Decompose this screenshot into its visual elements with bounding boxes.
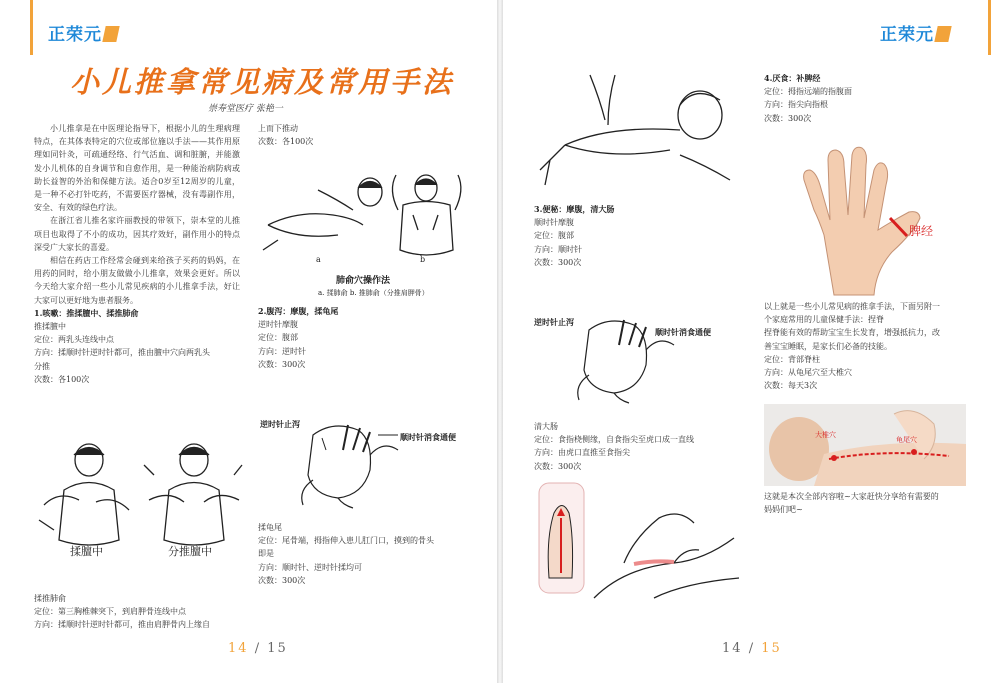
section-text-dachang: [534, 420, 749, 473]
figure-label: 逆时针止泻: [260, 419, 300, 429]
section-text-anorexia: [764, 72, 974, 125]
figure-caption: 揉膻中: [70, 545, 103, 558]
text-line: 次数：各100次: [34, 374, 90, 384]
text-line: 妈妈们吧~: [764, 505, 803, 515]
brand-logo-right: [880, 20, 950, 45]
text-line: 上而下推动: [258, 124, 298, 133]
figure-label: 逆时针止泻: [534, 317, 574, 327]
text-line: 揉龟尾: [258, 523, 282, 532]
figure-label: 顺时针消食通便: [400, 432, 456, 442]
text-line: 逆时针摩腹: [258, 320, 298, 330]
text-line: 次数：300次: [534, 257, 582, 267]
text-line: 方向：顺时针、逆时针揉均可: [258, 562, 362, 572]
text-line: 定位：食指桡侧缘，自食指尖至虎口成一直线: [534, 435, 694, 445]
text-line: 方向：揉顺时针逆时针都可，推由肩胛骨内上缘自: [34, 620, 210, 630]
section-heading-cough: 1.咳嗽：推揉膻中、揉推肺俞: [34, 307, 139, 318]
text-line: 分推: [34, 361, 50, 371]
section-text-feishu: [34, 592, 254, 632]
corner-bracket-left: [30, 0, 41, 55]
text-line: 定位：第三胸椎棘突下，到肩胛骨连线中点: [34, 607, 186, 617]
section-heading-anorexia: 4.厌食：补脾经: [764, 73, 821, 83]
article-byline: 崇寿堂医疗 张艳一: [208, 104, 283, 114]
intro-text: [34, 122, 240, 386]
figure-chest-massage: [34, 430, 244, 580]
page-current: 14: [228, 641, 249, 656]
text-line: 清大肠: [534, 422, 558, 431]
meridian-label: 脾经: [909, 224, 934, 238]
text-line: 定位：腹部: [258, 333, 298, 343]
intro-paragraph-3: 相信在药店工作经常会碰到来给孩子买药的妈妈，在用药的同时，给小朋友做做小儿推拿，效果会更好。所以今天给大家介绍一些小儿常见疾病的小儿推拿手法，好让大家可以更好地为患者服务。: [34, 256, 240, 305]
text-line: 定位：背部脊柱: [764, 354, 820, 364]
text-line: 方向：指尖向指根: [764, 100, 828, 110]
text-line: 次数：每天3次: [764, 381, 818, 391]
figure-caption: 分推膻中: [168, 545, 212, 558]
section-text-guiwei: [258, 521, 473, 587]
text-line: 即是: [258, 549, 274, 559]
text-line: 捏脊能有效的帮助宝宝生长发育，增强抵抗力，改: [764, 328, 940, 338]
section-text-continued: [258, 122, 468, 148]
text-line: 定位：两乳头连线中点: [34, 335, 114, 345]
page-separator: /: [748, 641, 756, 656]
text-line: 善宝宝睡眠，是家长们必备的技能。: [764, 341, 892, 351]
figure-subcaption: a. 揉肺俞 b. 推肺俞（分推肩胛骨）: [318, 289, 429, 297]
figure-finger-push: [534, 478, 744, 608]
page-number-right: [722, 641, 782, 656]
text-line: 次数：各100次: [258, 137, 314, 147]
text-line: 定位：腹部: [534, 231, 574, 241]
page-separator: /: [254, 641, 262, 656]
text-line: 顺时针摩腹: [534, 218, 574, 228]
page-total: 15: [267, 641, 288, 656]
article-title: 小儿推拿常见病及常用手法: [70, 65, 455, 99]
figure-caption: 肺俞穴操作法: [336, 276, 391, 286]
text-line: 以上就是一些小儿常见病的推拿手法，下面另附一: [764, 302, 940, 311]
logo-mark-icon: [102, 26, 119, 42]
intro-paragraph-2: 在浙江省儿推名家许丽教授的带领下，崇本堂的儿推项目也取得了不小的成功，因其疗效好，副作用小的特点深受广大家长的喜爱。: [34, 216, 240, 252]
text-line: 方向：由虎口直推至食指尖: [534, 448, 630, 458]
figure-baby-back: [530, 70, 740, 195]
text-line: 个家庭常用的儿童保健手法：捏脊: [764, 315, 884, 325]
page-total: 15: [761, 641, 782, 656]
text-line: 这就是本次全部内容啦~大家赶快分享给有需要的: [764, 492, 939, 501]
page-gutter: [497, 0, 503, 683]
brand-logo-left: [48, 20, 118, 45]
text-line: 方向：逆时针: [258, 346, 306, 356]
corner-bracket-right: [980, 0, 991, 55]
acupoint-label: 龟尾穴: [896, 436, 917, 444]
logo-mark-icon: [934, 26, 951, 42]
section-text-diarrhea: [258, 305, 468, 371]
section-text-constipation: [534, 203, 744, 269]
text-line: 方向：从龟尾穴至大椎穴: [764, 368, 852, 378]
section-heading-diarrhea: 2.腹泻：摩腹，揉龟尾: [258, 306, 339, 316]
figure-pinch-spine-photo: [764, 404, 966, 486]
text-line: 定位：尾骨端，拇指伸入患儿肛门口，摸到的骨头: [258, 536, 434, 546]
figure-label-a: a: [316, 255, 321, 264]
page-number-left: [228, 641, 288, 656]
text-line: 方向：揉顺时针逆时针都可，推由膻中穴向两乳头: [34, 348, 210, 358]
summary-text: [764, 300, 979, 392]
figure-label-b: b: [420, 255, 426, 264]
text-line: 定位：拇指远端的指腹面: [764, 87, 852, 97]
intro-paragraph-1: 小儿推拿是在中医理论指导下，根据小儿的生理病理特点，在其体表特定的穴位或部位施以手法——其作用原理如同针灸，可疏通经络、行气活血、调和脏腑，并能激发小儿机体的自身调节和自愈作用，是一种能治病防病或助长益智的外治和保健方法。适合0岁至12周岁的儿童，是一种不必打针吃药，不需要医疗器械，没有毒副作用，安全、有效的绿色疗法。: [34, 124, 240, 213]
figure-palm-spleen-meridian: [764, 140, 974, 300]
acupoint-label: 大椎穴: [815, 431, 836, 439]
section-heading-constipation: 3.便秘：摩腹，清大肠: [534, 204, 615, 214]
text-line: 次数：300次: [258, 359, 306, 369]
text-line: 揉推肺俞: [34, 594, 66, 603]
text-line: 次数：300次: [764, 113, 812, 123]
text-line: 推揉膻中: [34, 322, 66, 332]
logo-text: 正荣元: [880, 25, 934, 45]
figure-label: 顺时针消食通便: [655, 327, 711, 337]
text-line: 次数：300次: [258, 575, 306, 585]
text-line: 次数：300次: [534, 461, 582, 471]
text-line: 方向：顺时针: [534, 244, 582, 254]
logo-text: 正荣元: [48, 25, 102, 45]
page-current: 14: [722, 641, 743, 656]
closing-text: [764, 490, 979, 516]
